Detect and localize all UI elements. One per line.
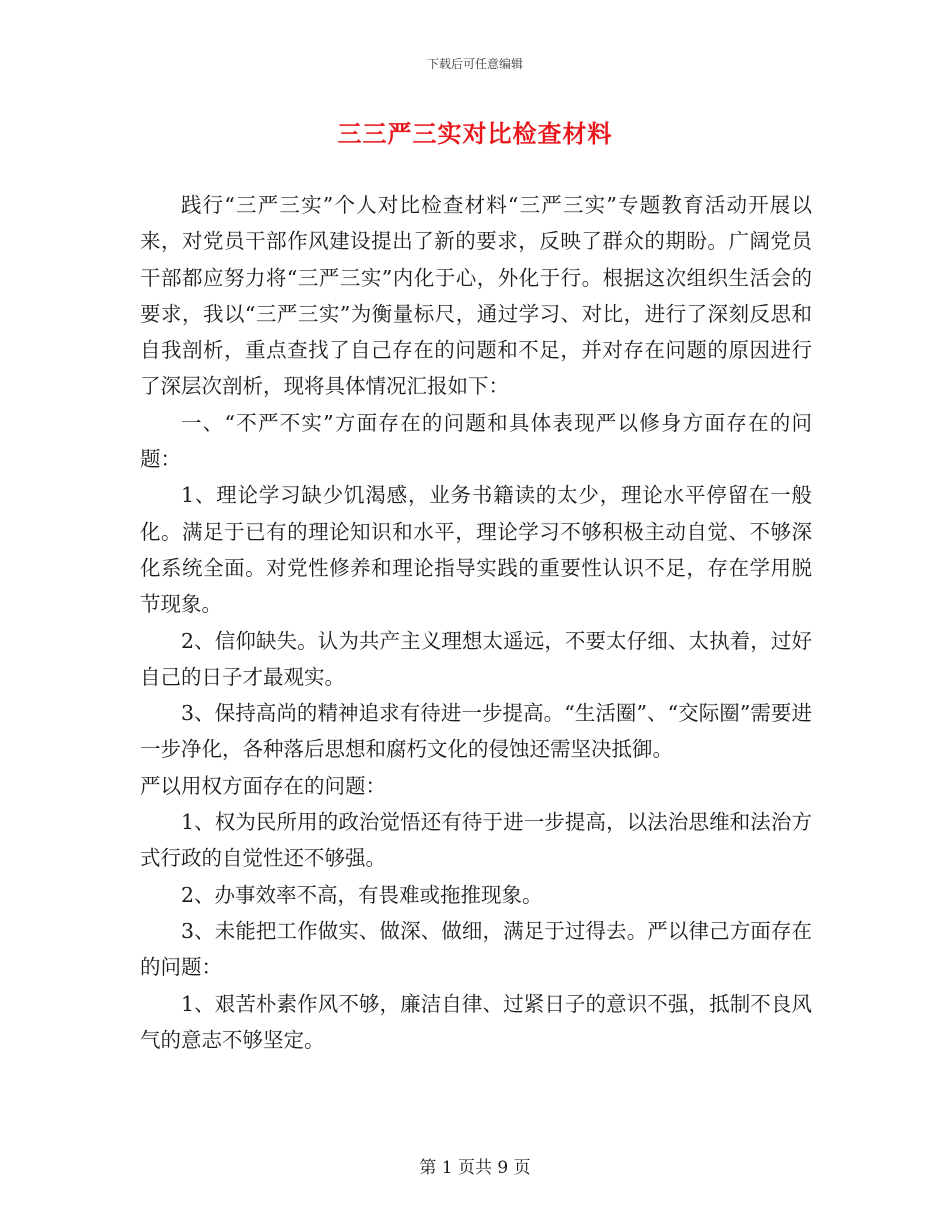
paragraph-subheading: 严以用权方面存在的问题： — [140, 773, 386, 798]
paragraph-item: 1、权为民所用的政治觉悟还有待于进一步提高，以法治思维和法治方式行政的自觉性还不够强。 — [140, 810, 812, 871]
header-note: 下载后可任意编辑 — [426, 57, 523, 71]
document-body — [140, 187, 812, 1058]
document-title: 三三严三实对比检查材料 — [337, 120, 613, 148]
paragraph-item: 2、信仰缺失。认为共产主义理想太遥远，不要太仔细、太执着，过好自己的日子才最观实。 — [140, 628, 812, 689]
paragraph-item: 3、未能把工作做实、做深、做细，满足于过得去。严以律己方面存在的问题： — [140, 918, 812, 980]
paragraph-intro: 践行“三严三实”个人对比检查材料“三严三实”专题教育活动开展以来，对党员干部作风建设提出了新的要求，反映了群众的期盼。广阔党员干部都应努力将“三严三实”内化于心，外化于行。根据这次组织生活会的要求，我以“三严三实”为衡量标尺，通过学习、对比，进行了深刻反思和自我剖析，重点查找了自己存在的问题和不足，并对存在问题的原因进行了深层次剖析，现将具体情况汇报如下： — [140, 193, 812, 399]
paragraph-item: 1、理论学习缺少饥渴感，业务书籍读的太少，理论水平停留在一般化。满足于已有的理论知识和水平，理论学习不够积极主动自觉、不够深化系统全面。对党性修养和理论指导实践的重要性认识不足，存在学用脱节现象。 — [140, 483, 812, 617]
paragraph-item: 2、办事效率不高，有畏难或拖推现象。 — [181, 882, 543, 907]
paragraph-item: 3、保持高尚的精神追求有待进一步提高。“生活圈”、“交际圈”需要进一步净化，各种落后思想和腐朽文化的侵蚀还需坚决抵御。 — [140, 701, 812, 762]
paragraph-item: 1、艰苦朴素作风不够，廉洁自律、过紧日子的意识不强，抵制不良风气的意志不够坚定。 — [140, 991, 812, 1052]
paragraph-section-heading: 一、“不严不实”方面存在的问题和具体表现严以修身方面存在的问题： — [140, 410, 812, 472]
page-number: 第 1 页共 9 页 — [419, 1158, 531, 1178]
